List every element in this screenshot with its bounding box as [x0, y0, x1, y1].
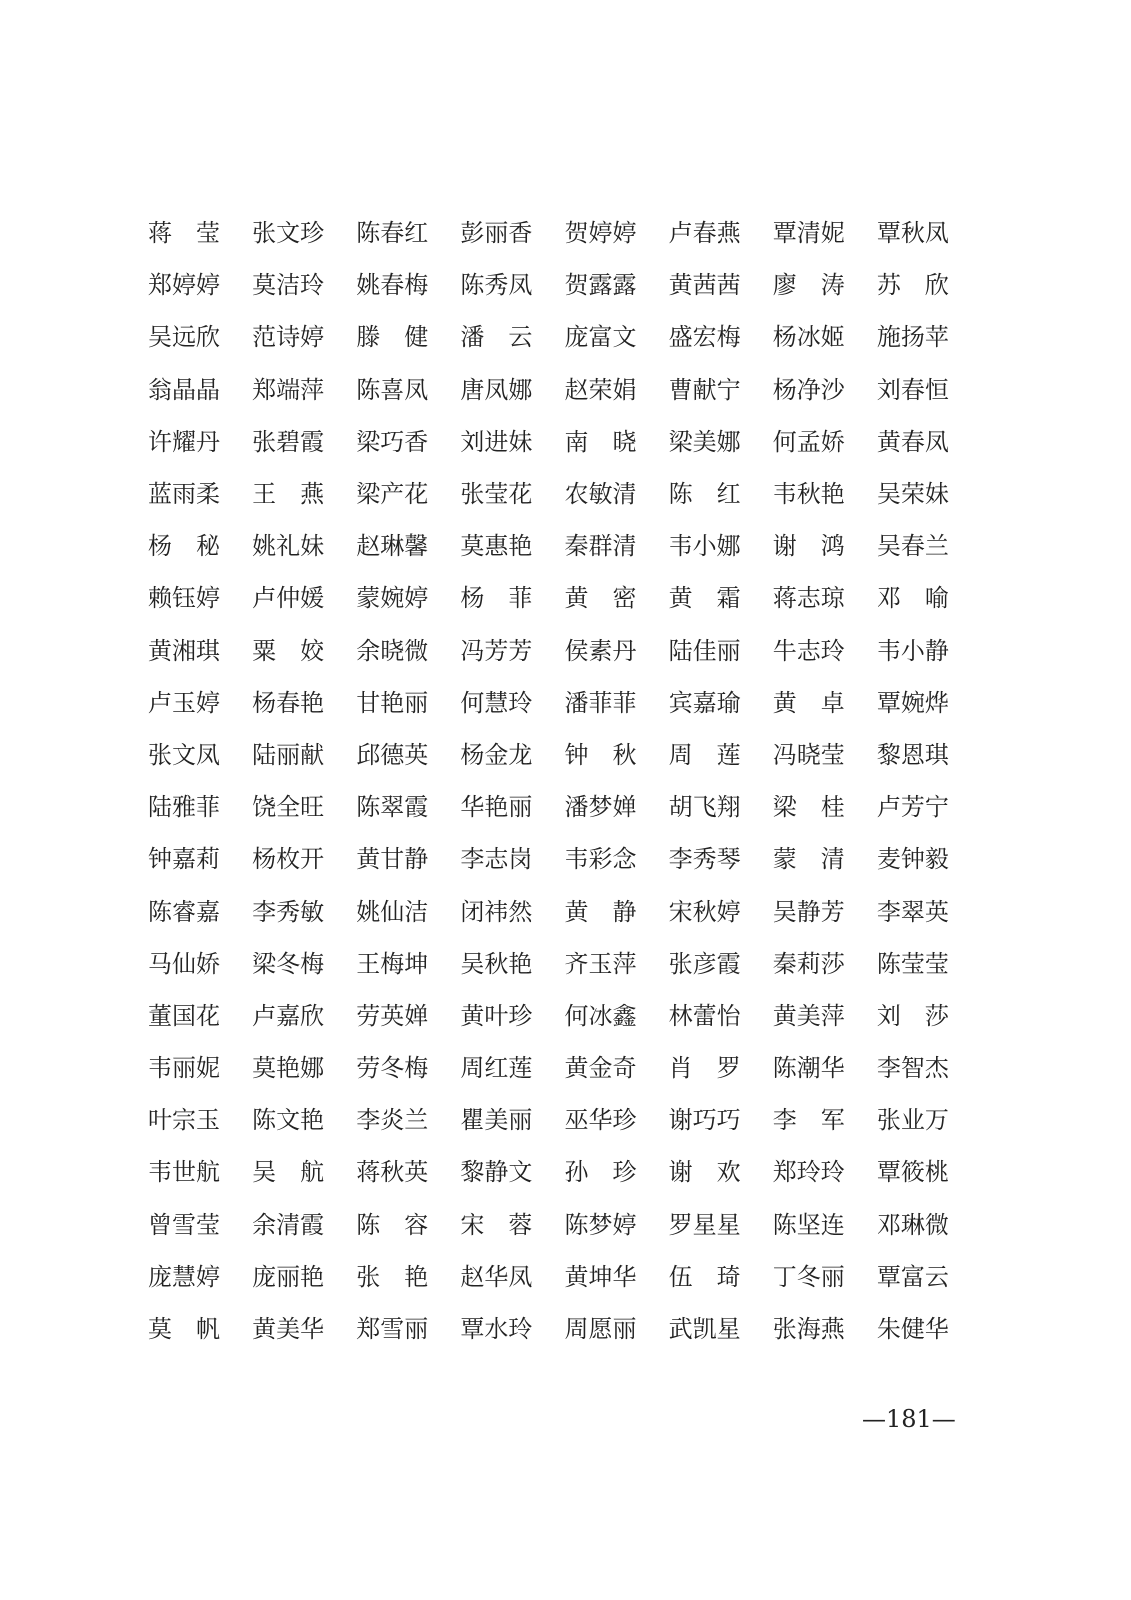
name-entry: 刘 莎 [876, 1001, 949, 1030]
name-entry: 陈翠霞 [356, 793, 429, 822]
name-entry: 韦小娜 [668, 532, 741, 561]
name-entry: 邓 喻 [876, 584, 949, 613]
name-entry: 蒋 莹 [148, 219, 220, 248]
name-row [148, 311, 981, 363]
name-entry: 卢玉婷 [148, 688, 220, 717]
page-number: —181— [862, 1405, 956, 1433]
name-entry: 赖钰婷 [148, 584, 220, 613]
name-entry: 叶宗玉 [148, 1106, 220, 1135]
name-entry: 杨枚开 [252, 845, 325, 874]
name-entry: 秦莉莎 [772, 949, 845, 978]
name-entry: 何慧玲 [460, 688, 533, 717]
name-row [148, 885, 981, 937]
name-row [148, 833, 981, 885]
name-entry: 冯晓莹 [772, 740, 845, 769]
name-row [148, 1199, 981, 1251]
name-entry: 莫惠艳 [460, 532, 533, 561]
name-row [148, 468, 981, 520]
name-entry: 潘菲菲 [564, 688, 637, 717]
name-entry: 朱健华 [876, 1315, 949, 1344]
name-entry: 张文珍 [252, 219, 325, 248]
name-entry: 韦彩念 [564, 845, 637, 874]
name-entry: 张 艳 [356, 1262, 429, 1291]
name-entry: 陈潮华 [772, 1054, 845, 1083]
name-entry: 宾嘉瑜 [668, 688, 741, 717]
name-entry: 陆丽献 [252, 740, 325, 769]
name-entry: 南 晓 [564, 427, 637, 456]
name-entry: 冯芳芳 [460, 636, 533, 665]
name-entry: 黄叶珍 [460, 1001, 533, 1030]
name-entry: 谢 欢 [668, 1158, 741, 1187]
name-entry: 吴 航 [252, 1158, 325, 1187]
name-entry: 唐凤娜 [460, 375, 533, 404]
name-entry: 陈莹莹 [876, 949, 949, 978]
name-entry: 姚春梅 [356, 271, 429, 300]
name-row [148, 1042, 981, 1094]
name-entry: 盛宏梅 [668, 323, 741, 352]
name-entry: 梁美娜 [668, 427, 741, 456]
name-entry: 巫华珍 [564, 1106, 637, 1135]
name-entry: 粟 姣 [252, 636, 325, 665]
name-entry: 杨春艳 [252, 688, 325, 717]
name-entry: 孙 珍 [564, 1158, 637, 1187]
name-entry: 伍 琦 [668, 1262, 741, 1291]
name-entry: 马仙娇 [148, 949, 220, 978]
name-entry: 余清霞 [252, 1210, 325, 1239]
name-entry: 曹献宁 [668, 375, 741, 404]
name-entry: 张业万 [876, 1106, 949, 1135]
name-entry: 吴秋艳 [460, 949, 533, 978]
name-entry: 贺露露 [564, 271, 637, 300]
name-entry: 黄甘静 [356, 845, 429, 874]
name-entry: 黄 卓 [772, 688, 845, 717]
name-entry: 覃秋凤 [876, 219, 949, 248]
name-entry: 庞富文 [564, 323, 637, 352]
name-entry: 韦小静 [876, 636, 949, 665]
name-row [148, 1303, 981, 1355]
name-entry: 庞丽艳 [252, 1262, 325, 1291]
name-entry: 李翠英 [876, 897, 949, 926]
name-entry: 陈文艳 [252, 1106, 325, 1135]
name-entry: 张碧霞 [252, 427, 325, 456]
name-entry: 宋 蓉 [460, 1210, 533, 1239]
name-entry: 卢仲媛 [252, 584, 325, 613]
name-entry: 林蕾怡 [668, 1001, 741, 1030]
name-entry: 梁冬梅 [252, 949, 325, 978]
name-entry: 陈春红 [356, 219, 429, 248]
name-entry: 郑玲玲 [772, 1158, 845, 1187]
name-entry: 何冰鑫 [564, 1001, 637, 1030]
name-entry: 吴静芳 [772, 897, 845, 926]
name-entry: 罗星星 [668, 1210, 741, 1239]
name-entry: 钟 秋 [564, 740, 637, 769]
name-entry: 翁晶晶 [148, 375, 220, 404]
name-entry: 谢巧巧 [668, 1106, 741, 1135]
name-entry: 肖 罗 [668, 1054, 741, 1083]
name-row [148, 625, 981, 677]
name-entry: 苏 欣 [876, 271, 949, 300]
name-entry: 李智杰 [876, 1054, 949, 1083]
name-entry: 曾雪莹 [148, 1210, 220, 1239]
name-entry: 蒙婉婷 [356, 584, 429, 613]
name-entry: 梁巧香 [356, 427, 429, 456]
name-entry: 王梅坤 [356, 949, 429, 978]
name-entry: 范诗婷 [252, 323, 325, 352]
name-row [148, 781, 981, 833]
name-entry: 武凯星 [668, 1315, 741, 1344]
names-grid [148, 207, 981, 1355]
name-entry: 覃富云 [876, 1262, 949, 1291]
name-entry: 杨净沙 [772, 375, 845, 404]
name-row [148, 520, 981, 572]
name-entry: 王 燕 [252, 480, 325, 509]
name-entry: 张海燕 [772, 1315, 845, 1344]
name-row [148, 938, 981, 990]
name-entry: 饶全旺 [252, 793, 325, 822]
name-entry: 陈 红 [668, 480, 741, 509]
name-entry: 张文凤 [148, 740, 220, 769]
name-entry: 张彦霞 [668, 949, 741, 978]
name-entry: 姚仙洁 [356, 897, 429, 926]
name-entry: 陈梦婷 [564, 1210, 637, 1239]
name-entry: 齐玉萍 [564, 949, 637, 978]
name-entry: 谢 鸿 [772, 532, 845, 561]
name-entry: 韦丽妮 [148, 1054, 220, 1083]
name-entry: 杨 菲 [460, 584, 533, 613]
name-entry: 劳英婵 [356, 1001, 429, 1030]
name-entry: 黎恩琪 [876, 740, 949, 769]
name-entry: 陈秀凤 [460, 271, 533, 300]
name-entry: 杨 秘 [148, 532, 220, 561]
name-entry: 周 莲 [668, 740, 741, 769]
name-entry: 牛志玲 [772, 636, 845, 665]
name-entry: 莫洁玲 [252, 271, 325, 300]
name-entry: 赵华凤 [460, 1262, 533, 1291]
name-entry: 卢嘉欣 [252, 1001, 325, 1030]
name-entry: 覃清妮 [772, 219, 845, 248]
name-entry: 姚礼妹 [252, 532, 325, 561]
name-entry: 黄金奇 [564, 1054, 637, 1083]
name-row [148, 572, 981, 624]
name-entry: 覃筱桃 [876, 1158, 949, 1187]
name-entry: 陆雅菲 [148, 793, 220, 822]
name-entry: 陈睿嘉 [148, 897, 220, 926]
name-row [148, 259, 981, 311]
name-entry: 覃水玲 [460, 1315, 533, 1344]
name-entry: 滕 健 [356, 323, 429, 352]
name-row [148, 677, 981, 729]
name-entry: 李 军 [772, 1106, 845, 1135]
name-entry: 闭祎然 [460, 897, 533, 926]
name-entry: 陈喜凤 [356, 375, 429, 404]
name-entry: 杨冰姬 [772, 323, 845, 352]
name-entry: 施扬苹 [876, 323, 949, 352]
name-entry: 张莹花 [460, 480, 533, 509]
name-entry: 李志岗 [460, 845, 533, 874]
name-entry: 麦钟毅 [876, 845, 949, 874]
name-row [148, 364, 981, 416]
name-entry: 瞿美丽 [460, 1106, 533, 1135]
name-row [148, 990, 981, 1042]
name-entry: 宋秋婷 [668, 897, 741, 926]
name-entry: 韦世航 [148, 1158, 220, 1187]
name-entry: 董国花 [148, 1001, 220, 1030]
name-entry: 黄 静 [564, 897, 637, 926]
name-entry: 郑端萍 [252, 375, 325, 404]
name-entry: 黎静文 [460, 1158, 533, 1187]
name-entry: 庞慧婷 [148, 1262, 220, 1291]
name-entry: 赵琳馨 [356, 532, 429, 561]
name-entry: 黄坤华 [564, 1262, 637, 1291]
name-row [148, 416, 981, 468]
name-entry: 许耀丹 [148, 427, 220, 456]
name-entry: 覃婉烨 [876, 688, 949, 717]
name-entry: 吴荣妹 [876, 480, 949, 509]
name-entry: 卢春燕 [668, 219, 741, 248]
name-entry: 蒋秋英 [356, 1158, 429, 1187]
name-entry: 黄美华 [252, 1315, 325, 1344]
name-entry: 蓝雨柔 [148, 480, 220, 509]
name-entry: 赵荣娟 [564, 375, 637, 404]
name-entry: 邓琳微 [876, 1210, 949, 1239]
name-entry: 李秀琴 [668, 845, 741, 874]
name-entry: 蒋志琼 [772, 584, 845, 613]
name-entry: 郑婷婷 [148, 271, 220, 300]
name-entry: 杨金龙 [460, 740, 533, 769]
name-entry: 李炎兰 [356, 1106, 429, 1135]
name-entry: 潘 云 [460, 323, 533, 352]
name-entry: 潘梦婵 [564, 793, 637, 822]
name-entry: 刘春恒 [876, 375, 949, 404]
name-entry: 黄 霜 [668, 584, 741, 613]
name-entry: 农敏清 [564, 480, 637, 509]
name-entry: 韦秋艳 [772, 480, 845, 509]
name-entry: 梁 桂 [772, 793, 845, 822]
name-entry: 吴远欣 [148, 323, 220, 352]
name-entry: 黄春凤 [876, 427, 949, 456]
name-entry: 黄 密 [564, 584, 637, 613]
name-entry: 贺婷婷 [564, 219, 637, 248]
name-entry: 黄湘琪 [148, 636, 220, 665]
name-entry: 钟嘉莉 [148, 845, 220, 874]
name-row [148, 1251, 981, 1303]
name-entry: 邱德英 [356, 740, 429, 769]
name-row [148, 1146, 981, 1198]
name-row [148, 1094, 981, 1146]
name-entry: 李秀敏 [252, 897, 325, 926]
name-entry: 华艳丽 [460, 793, 533, 822]
name-entry: 陈坚连 [772, 1210, 845, 1239]
name-row [148, 729, 981, 781]
name-entry: 秦群清 [564, 532, 637, 561]
name-entry: 蒙 清 [772, 845, 845, 874]
name-entry: 胡飞翔 [668, 793, 741, 822]
name-entry: 廖 涛 [772, 271, 845, 300]
name-entry: 郑雪丽 [356, 1315, 429, 1344]
name-entry: 陈 容 [356, 1210, 429, 1239]
name-entry: 彭丽香 [460, 219, 533, 248]
name-entry: 丁冬丽 [772, 1262, 845, 1291]
name-entry: 吴春兰 [876, 532, 949, 561]
name-entry: 周愿丽 [564, 1315, 637, 1344]
name-entry: 何孟娇 [772, 427, 845, 456]
name-entry: 刘进妹 [460, 427, 533, 456]
name-entry: 莫艳娜 [252, 1054, 325, 1083]
name-entry: 黄茜茜 [668, 271, 741, 300]
name-entry: 黄美萍 [772, 1001, 845, 1030]
name-entry: 周红莲 [460, 1054, 533, 1083]
name-entry: 陆佳丽 [668, 636, 741, 665]
name-entry: 侯素丹 [564, 636, 637, 665]
name-entry: 甘艳丽 [356, 688, 429, 717]
name-entry: 莫 帆 [148, 1315, 220, 1344]
name-entry: 卢芳宁 [876, 793, 949, 822]
name-entry: 劳冬梅 [356, 1054, 429, 1083]
name-entry: 余晓微 [356, 636, 429, 665]
name-row [148, 207, 981, 259]
name-entry: 梁产花 [356, 480, 429, 509]
